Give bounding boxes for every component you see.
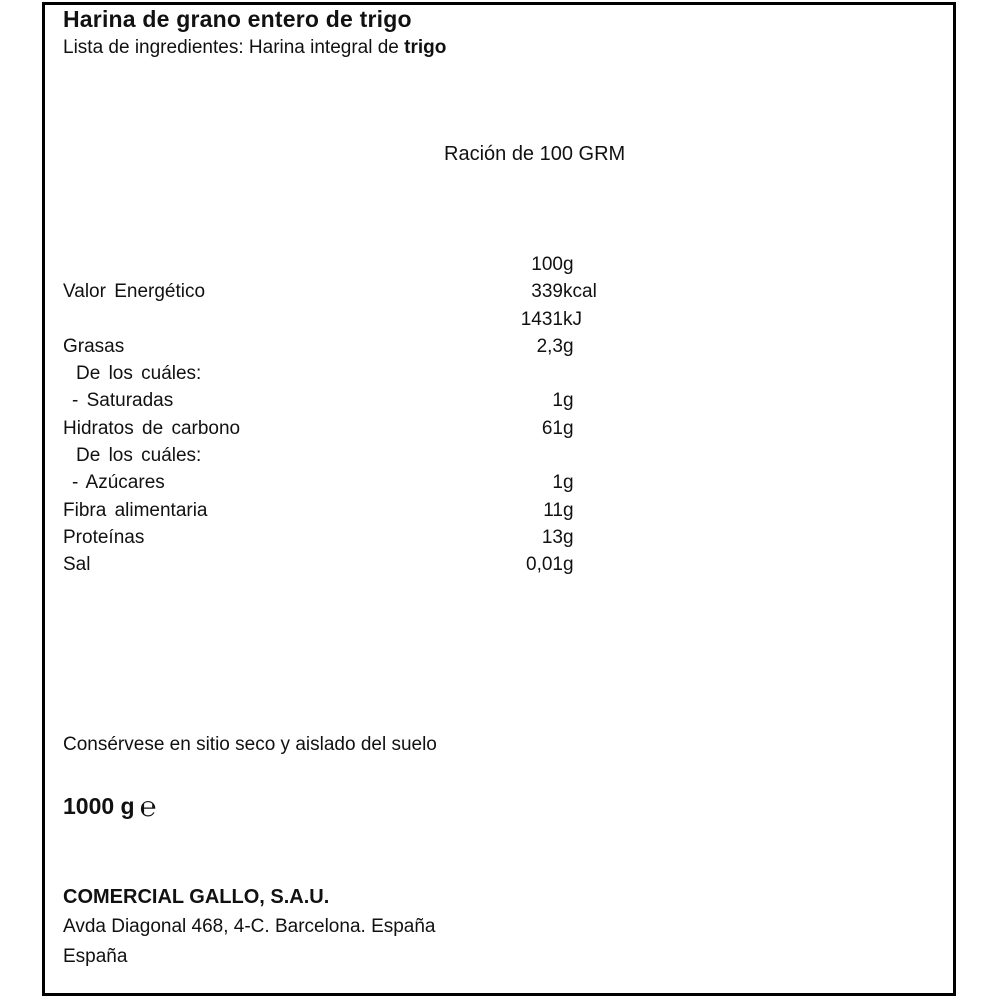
nutrient-label: Valor Energético bbox=[63, 281, 206, 303]
nutrition-row bbox=[63, 278, 623, 305]
nutrient-label: Proteínas bbox=[63, 526, 145, 548]
nutrient-label: Hidratos de carbono bbox=[63, 417, 241, 439]
nutrient-label bbox=[63, 306, 445, 333]
nutrient-label: Sal bbox=[63, 554, 91, 576]
storage-note: Consérvese en sitio seco y aislado del suelo bbox=[63, 734, 437, 755]
nutrient-label: Grasas bbox=[63, 335, 125, 357]
ingredients-text: Lista de ingredientes: Harina integral de bbox=[63, 37, 405, 58]
nutrition-row bbox=[63, 524, 623, 551]
nutrient-value: 0,01 bbox=[526, 554, 563, 576]
serving-size-header: Ración de 100 GRM bbox=[444, 143, 626, 165]
nutrition-row bbox=[63, 442, 623, 469]
nutrient-label: Fibra alimentaria bbox=[63, 499, 208, 521]
estimated-sign: ℮ bbox=[139, 791, 157, 822]
nutrient-label: De los cuáles: bbox=[76, 445, 202, 467]
nutrition-row bbox=[63, 306, 623, 333]
nutrient-label: De los cuáles: bbox=[76, 363, 202, 385]
nutrient-label: - Azúcares bbox=[72, 472, 165, 494]
nutrition-row bbox=[63, 251, 623, 278]
nutrient-value: 61 bbox=[541, 417, 563, 439]
nutrition-row bbox=[63, 415, 623, 442]
nutrient-unit: g bbox=[563, 499, 574, 521]
nutrient-label: - Saturadas bbox=[72, 390, 174, 412]
nutrient-unit: g bbox=[563, 390, 574, 412]
product-title: Harina de grano entero de trigo bbox=[63, 6, 412, 32]
nutrient-value: 339 bbox=[531, 281, 563, 303]
manufacturer-block bbox=[63, 882, 436, 972]
nutrient-unit bbox=[563, 360, 623, 387]
nutrient-unit: g bbox=[563, 472, 574, 494]
nutrient-value: 1 bbox=[552, 390, 563, 412]
nutrient-value bbox=[445, 360, 563, 387]
nutrient-value bbox=[445, 442, 563, 469]
nutrient-value: 1 bbox=[552, 472, 563, 494]
nutrition-row bbox=[63, 333, 623, 360]
net-weight-value: 1000 g bbox=[63, 793, 135, 819]
nutrition-row bbox=[63, 387, 623, 414]
nutrient-unit bbox=[563, 442, 623, 469]
nutrient-value: 2,3 bbox=[536, 335, 563, 357]
nutrient-value: 1431 bbox=[520, 308, 563, 330]
nutrient-value: 11 bbox=[543, 499, 563, 521]
nutrient-value: 100 bbox=[531, 254, 563, 275]
nutrient-unit: g bbox=[563, 254, 574, 275]
nutrition-row bbox=[63, 497, 623, 524]
nutrition-table bbox=[63, 251, 623, 579]
nutrient-unit: kJ bbox=[563, 308, 582, 330]
net-weight bbox=[63, 791, 156, 823]
nutrient-unit: g bbox=[563, 554, 574, 576]
manufacturer-country: España bbox=[63, 946, 128, 967]
nutrition-row bbox=[63, 469, 623, 496]
nutrition-table-body bbox=[63, 251, 623, 579]
nutrition-row bbox=[63, 551, 623, 578]
ingredients-line bbox=[63, 37, 446, 59]
ingredients-bold-term: trigo bbox=[404, 37, 447, 58]
nutrient-unit: g bbox=[563, 335, 574, 357]
manufacturer-name: COMERCIAL GALLO, S.A.U. bbox=[63, 886, 330, 908]
nutrient-unit: kcal bbox=[563, 281, 597, 303]
nutrient-unit: g bbox=[563, 417, 574, 439]
nutrition-row bbox=[63, 360, 623, 387]
nutrient-value: 13 bbox=[541, 526, 563, 548]
product-label bbox=[42, 2, 956, 996]
nutrient-label bbox=[63, 251, 445, 278]
manufacturer-address: Avda Diagonal 468, 4-C. Barcelona. España bbox=[63, 916, 436, 937]
nutrient-unit: g bbox=[563, 526, 574, 548]
